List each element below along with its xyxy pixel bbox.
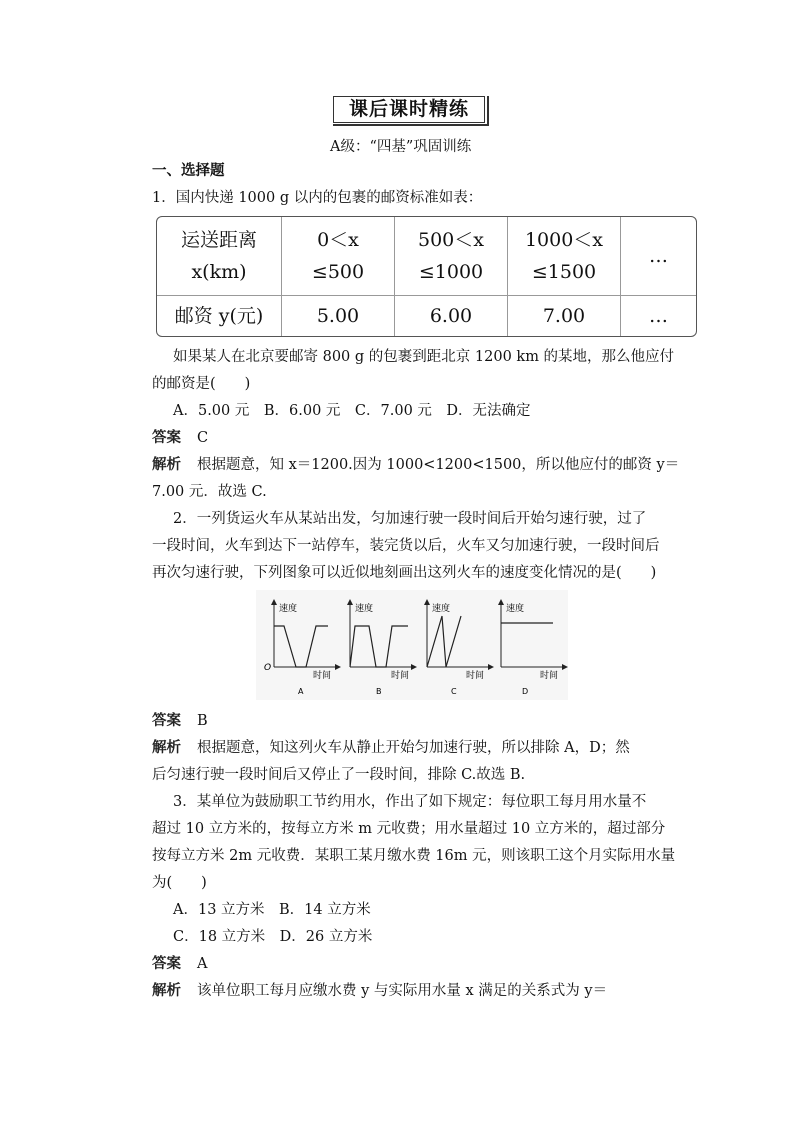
q2-line1: 2．一列货运火车从某站出发，匀加速行驶一段时间后开始匀速行驶，过了: [173, 511, 647, 527]
table-cell-fee: …: [621, 295, 697, 336]
answer-label: 答案: [152, 430, 181, 446]
table-cell-range: 500＜x ≤1000: [395, 217, 508, 295]
q2-analysis-line1: 解析 根据题意，知这列火车从静止开始匀加速行驶，所以排除 A，D；然: [152, 740, 630, 756]
origin-label: O: [264, 663, 272, 673]
x-axis-label: 时间: [391, 671, 410, 681]
graph-panel-d: [501, 602, 565, 696]
answer-value: C: [197, 430, 209, 446]
q2-answer: [152, 711, 208, 731]
x-axis-label: 时间: [466, 671, 485, 681]
q1-text-line2: 的邮资是( ): [152, 376, 251, 392]
table-cell-fee: 7.00: [508, 295, 621, 336]
analysis-label: 解析: [152, 740, 181, 756]
q2-analysis-line2: 后匀速行驶一段时间后又停止了一段时间，排除 C.故选 B.: [152, 767, 526, 783]
panel-label: C: [451, 687, 457, 696]
y-axis-label: 速度: [432, 604, 451, 614]
analysis-label: 解析: [152, 983, 181, 999]
table-cell-range: 0＜x ≤500: [282, 217, 395, 295]
x-axis-label: 时间: [313, 671, 332, 681]
table-cell-fee: 5.00: [282, 295, 395, 336]
q1-options: A．5.00 元 B．6.00 元 C．7.00 元 D．无法确定: [173, 403, 531, 419]
x-axis-label: 时间: [540, 671, 559, 681]
q1-analysis-line2: 7.00 元．故选 C.: [152, 484, 267, 500]
table-cell-fee: 6.00: [395, 295, 508, 336]
speed-time-graphs: [256, 590, 568, 700]
q3-line1: 3．某单位为鼓励职工节约用水，作出了如下规定：每位职工每月用水量不: [173, 794, 647, 810]
answer-value: B: [197, 713, 208, 729]
analysis-label: 解析: [152, 457, 181, 473]
q3-line2: 超过 10 立方米的，按每立方米 m 元收费；用水量超过 10 立方米的，超过部分: [152, 821, 666, 837]
y-axis-label: 速度: [355, 604, 374, 614]
q1-text-line1: 如果某人在北京要邮寄 800 g 的包裹到距北京 1200 km 的某地，那么他应付: [173, 349, 675, 365]
title-frame: [333, 96, 489, 126]
panel-label: B: [376, 687, 382, 696]
q2-line2: 一段时间，火车到达下一站停车，装完货以后，火车又匀加速行驶，一段时间后: [152, 538, 660, 554]
page-subtitle: A级：“四基”巩固训练: [330, 139, 472, 155]
section-heading: 一、选择题: [152, 163, 225, 179]
answer-label: 答案: [152, 713, 181, 729]
q3-line4: 为( ): [152, 875, 207, 891]
q1-analysis-line1: 解析 根据题意，知 x＝1200.因为 1000<1200<1500，所以他应付的邮资 y＝: [152, 457, 680, 473]
answer-value: A: [197, 956, 208, 972]
q1-answer: [152, 428, 208, 448]
q3-analysis-line1: 解析 该单位职工每月应缴水费 y 与实际用水量 x 满足的关系式为 y＝: [152, 983, 608, 999]
q3-options-line1: A．13 立方米 B．14 立方米: [173, 902, 371, 918]
answer-label: 答案: [152, 956, 181, 972]
panel-label: D: [522, 687, 529, 696]
page-title: 课后课时精练: [333, 96, 485, 123]
panel-label: A: [298, 687, 304, 696]
postage-table: [156, 216, 697, 337]
q3-options-line2: C．18 立方米 D．26 立方米: [173, 929, 373, 945]
table-header-distance: 运送距离 x(km): [157, 217, 282, 295]
table-cell-ellipsis: …: [621, 217, 697, 295]
q1-stem: 1．国内快递 1000 g 以内的包裹的邮资标准如表：: [152, 190, 483, 206]
table-cell-range: 1000＜x ≤1500: [508, 217, 621, 295]
graph-panel-a: [264, 602, 338, 696]
y-axis-label: 速度: [506, 604, 525, 614]
table-header-fee: 邮资 y(元): [157, 295, 282, 336]
graph-panel-b: [350, 602, 414, 696]
q3-line3: 按每立方米 2m 元收费．某职工某月缴水费 16m 元，则该职工这个月实际用水量: [152, 848, 676, 864]
graph-panel-c: [427, 602, 491, 696]
q2-line3: 再次匀速行驶，下列图象可以近似地刻画出这列火车的速度变化情况的是( ): [152, 565, 657, 581]
y-axis-label: 速度: [279, 604, 298, 614]
q3-answer: [152, 954, 207, 974]
